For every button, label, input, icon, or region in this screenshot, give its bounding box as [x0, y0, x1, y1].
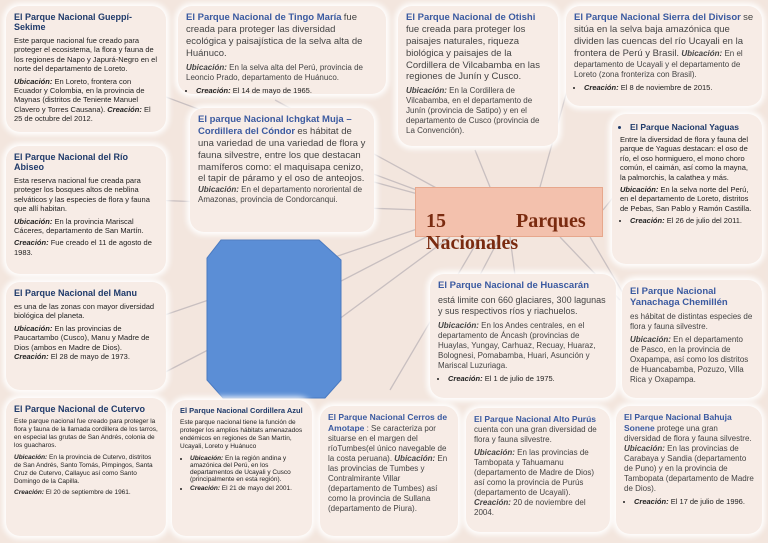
ubicacion-text: En las provincias de Tumbes y Contralmirante Villar (departamento de Tumbes) así como la provincia de Sullana (departamento de Piura).: [328, 454, 448, 513]
card-title: El Parque Nacional de Cutervo: [14, 404, 146, 414]
center-title-word: Parques: [516, 210, 586, 232]
center-title-word-2: Nacionales: [426, 232, 519, 254]
ubicacion-text: En la región andina y amazónica del Perú, en los departamentos de Ucayali y Cusco (principalmente en esta región).: [190, 454, 291, 483]
ubicacion-text: En el departamento de Pasco, en la provincia de Oxapampa, así como los distritos de Huancabamba, Pozuzo, Villa Rica y Oxapampa.: [630, 335, 749, 384]
card-text: Entre la diversidad de flora y fauna del parque de Yaguas destacan: el oso de río, el oso hormiguero, el mono choro común, el caimán, así como la mayna, la palmorchis, la calathea y más.: [620, 135, 748, 182]
creacion-text: El 26 de julio del 2011.: [666, 216, 743, 225]
card-title: • El Parque Nacional Yaguas: [630, 122, 754, 132]
card-gueppi: [6, 6, 166, 132]
center-title-box: [415, 187, 603, 254]
ubicacion-text: En la provincia de Cutervo, distritos de San Andrés, Santo Tomás, Pimpingos, Santa Cruz de Cutervo, Callayuc así como Santo Domingo de la Capilla.: [14, 453, 153, 485]
card-title: El Parque Nacional Cordillera Azul: [180, 406, 303, 415]
ubicacion-text: En la provincia Mariscal Cáceres, departamento de San Martín.: [14, 216, 144, 235]
creacion-label: Creación:: [474, 498, 511, 507]
ubicacion-label: Ubicación:: [438, 320, 479, 330]
creacion-text: El 21 de mayo del 2001.: [221, 484, 292, 492]
ubicacion-text: En el departamento de Ucayali y el departamento de Loreto (zona fronteriza con Brasil).: [574, 48, 743, 79]
card-title: El Parque Nacional Sierra del Divisor: [574, 12, 741, 23]
card-text: es hábitat de una variedad de una variedad de flora y fauna silvestre, entre los que destacan mamíferos como: el maquisapa cenizo, el tapir de páramo y el oso de anteojos.: [198, 125, 366, 185]
creacion-text: El 20 de septiembre de 1961.: [45, 489, 131, 496]
ubicacion-text: En las provincias de Tambopata y Tahuamanu (departamento de Madre de Dios) así como la provincia de Purús (departamento de Ucayali).: [474, 448, 595, 497]
ubicacion-label: Ubicación:: [406, 86, 447, 96]
card-text: está limite con 660 glaciares, 300 lagunas y sus respectivos ríos y riachuelos.: [438, 295, 606, 317]
ubicacion-text: En Loreto, frontera con Ecuador y Colombia, en la provincia de Maynas (distritos de Teniente Manuel Clavero y Torres Causana).: [14, 76, 145, 114]
ubicacion-text: En las provincias de Carabaya y Sandia (departamento de Puno) y en la provincia de Tambopata (departamento de Madre de Dios).: [624, 444, 754, 493]
card-text: Este parque nacional fue creado para proteger la flora y fauna de la llamada cordillera de los tarros, en especial las grutas de San Andrés, colonia de los guacharos.: [14, 418, 158, 450]
card-title: El Parque Nacional Cerros de Amotape: [328, 412, 448, 433]
ubicacion-label: Ubicación:: [14, 453, 48, 461]
card-title: El Parque Nacional Bahuja Sonene: [624, 412, 732, 433]
card-abiseo: [6, 146, 166, 274]
card-text: es una de las zonas con mayor diversidad biológica del planeta.: [14, 302, 155, 321]
blue-shape: [207, 240, 341, 398]
ubicacion-text: En la Cordillera de Vilcabamba, en el departamento de Junín (provincia de Satipo) y en el departamento de Cusco (provincia de La Convención).: [406, 86, 540, 136]
creacion-text: El 1 de julio de 1975.: [484, 373, 555, 383]
ubicacion-label: Ubicación:: [198, 185, 239, 195]
ubicacion-label: Ubicación:: [630, 335, 671, 344]
card-text: fue creada para proteger las diversidad ecológica y paisajística de la selva alta de Huánuco.: [186, 12, 363, 59]
creacion-label: Creación:: [448, 373, 483, 383]
center-title-number: 15: [426, 210, 446, 232]
card-text: Este parque nacional tiene la función de proteger los amplios hábitats amenazados endémicos en regiones de San Martín, Ucayali, Loreto y Huánuco: [180, 419, 303, 451]
card-tingo: [178, 6, 386, 94]
ubicacion-label: Ubicación:: [394, 454, 436, 463]
card-divisor: [566, 6, 762, 106]
ubicacion-label: Ubicación:: [620, 184, 659, 194]
creacion-label: Creación:: [107, 104, 142, 114]
ubicacion-label: Ubicación:: [14, 323, 53, 333]
creacion-label: Creación:: [14, 489, 44, 496]
card-text: Esta reserva nacional fue creada para proteger los bosques altos de neblina selváticos y las especies de flora y fauna que allí habitan.: [14, 176, 150, 214]
card-title: El Parque Nacional de Otishi: [406, 12, 536, 23]
creacion-text: El 28 de mayo de 1973.: [50, 351, 130, 361]
creacion-text: El 8 de noviembre de 2015.: [620, 82, 713, 92]
card-text: se sitúa en la selva baja amazónica que dividen las cuencas del río Ucayali en la frontera de Perú y Brasil.: [574, 12, 754, 59]
ubicacion-label: Ubicación:: [624, 444, 665, 453]
creacion-label: Creación:: [14, 351, 49, 361]
creacion-text: El 14 de mayo de 1965.: [232, 85, 312, 95]
card-amotape: [320, 406, 458, 536]
card-otishi: [398, 6, 558, 146]
card-text: Este parque nacional fue creado para proteger el ecosistema, la flora y fauna de los regiones de Napo y Japurá-Negro en el norte del departamento de Loreto.: [14, 36, 158, 74]
creacion-label: Creación:: [14, 238, 49, 248]
card-title: El Parque Nacional de Huascarán: [438, 280, 590, 291]
creacion-text: 20 de noviembre del 2004.: [474, 498, 586, 517]
card-ichigkat: [190, 108, 374, 232]
card-title: El Parque Nacional del Manu: [14, 288, 138, 298]
ubicacion-text: En la selva alta del Perú, provincia de Leoncio Prado, departamento de Huánuco.: [186, 62, 363, 82]
card-manu: [6, 282, 166, 390]
card-title: El Parque Nacional Yanachaga Chemillén: [630, 286, 728, 308]
card-text: fue creada para proteger los paisajes naturales, riqueza biológica y paisajes de la Cordillera de Vilcabamba en las regiones de Junín y Cusco.: [406, 23, 540, 83]
ubicacion-label: Ubicación:: [14, 76, 53, 86]
ubicacion-label: Ubicación:: [681, 48, 723, 58]
card-cordillera-azul: [172, 400, 312, 536]
creacion-label: Creación:: [630, 216, 665, 225]
card-title: El Parque Nacional Gueppí-Sekime: [14, 12, 133, 32]
ubicacion-label: Ubicación:: [190, 454, 224, 462]
card-cutervo: [6, 398, 166, 536]
creacion-text: El 17 de julio de 1996.: [670, 497, 745, 506]
ubicacion-text: En los Andes centrales, en el departamento de Áncash (provincias de Huaylas, Yungay, Carhuaz, Recuay, Huaraz, Bolognesi, Pomabamba, Huari, Asunción y Mariscal Luzuriaga.: [438, 320, 596, 370]
ubicacion-label: Ubicación:: [14, 216, 53, 226]
creacion-text: El 25 de octubre del 2012.: [14, 104, 151, 123]
creacion-label: Creación:: [584, 82, 619, 92]
card-text: es hábitat de distintas especies de flora y fauna silvestre.: [630, 312, 753, 331]
creacion-text: Fue creado el 11 de agosto de 1983.: [14, 238, 152, 257]
card-title: El Parque Nacional Alto Purús: [474, 414, 597, 424]
ubicacion-label: Ubicación:: [474, 448, 515, 457]
card-yanachaga: [622, 280, 762, 398]
ubicacion-text: En las provincias de Paucartambo (Cusco), Manu y Madre de Dios (ambos en Madre de Dios).: [14, 323, 150, 352]
ubicacion-text: En la selva norte del Perú, en el departamento de Loreto, distritos de Pebas, San Pablo y Ramón Castilla.: [620, 184, 752, 213]
card-text: cuenta con una gran diversidad de flora y fauna silvestre.: [474, 425, 597, 444]
creacion-label: Creación:: [634, 497, 669, 506]
card-text: protege una gran diversidad de flora y fauna silvestre.: [624, 424, 752, 443]
card-title: El Parque Nacional de Tingo María: [186, 12, 342, 23]
card-title: El Parque Nacional del Río Abiseo: [14, 152, 129, 172]
ubicacion-text: En el departamento nororiental de Amazonas, provincia de Condorcanqui.: [198, 185, 363, 205]
card-text: : Se caracteriza por situarse en el margen del ríoTumbes(el único navegable de la costa peruana).: [328, 424, 447, 463]
card-purus: [466, 408, 610, 532]
card-huascaran: [430, 274, 616, 398]
creacion-label: Creación:: [190, 484, 220, 492]
card-title: El parque Nacional Ichgkat Muja – Cordillera del Cóndor: [198, 114, 352, 137]
card-yaguas: [612, 114, 762, 264]
ubicacion-label: Ubicación:: [186, 62, 227, 72]
creacion-label: Creación:: [196, 85, 231, 95]
card-bahuaja: [616, 406, 762, 534]
